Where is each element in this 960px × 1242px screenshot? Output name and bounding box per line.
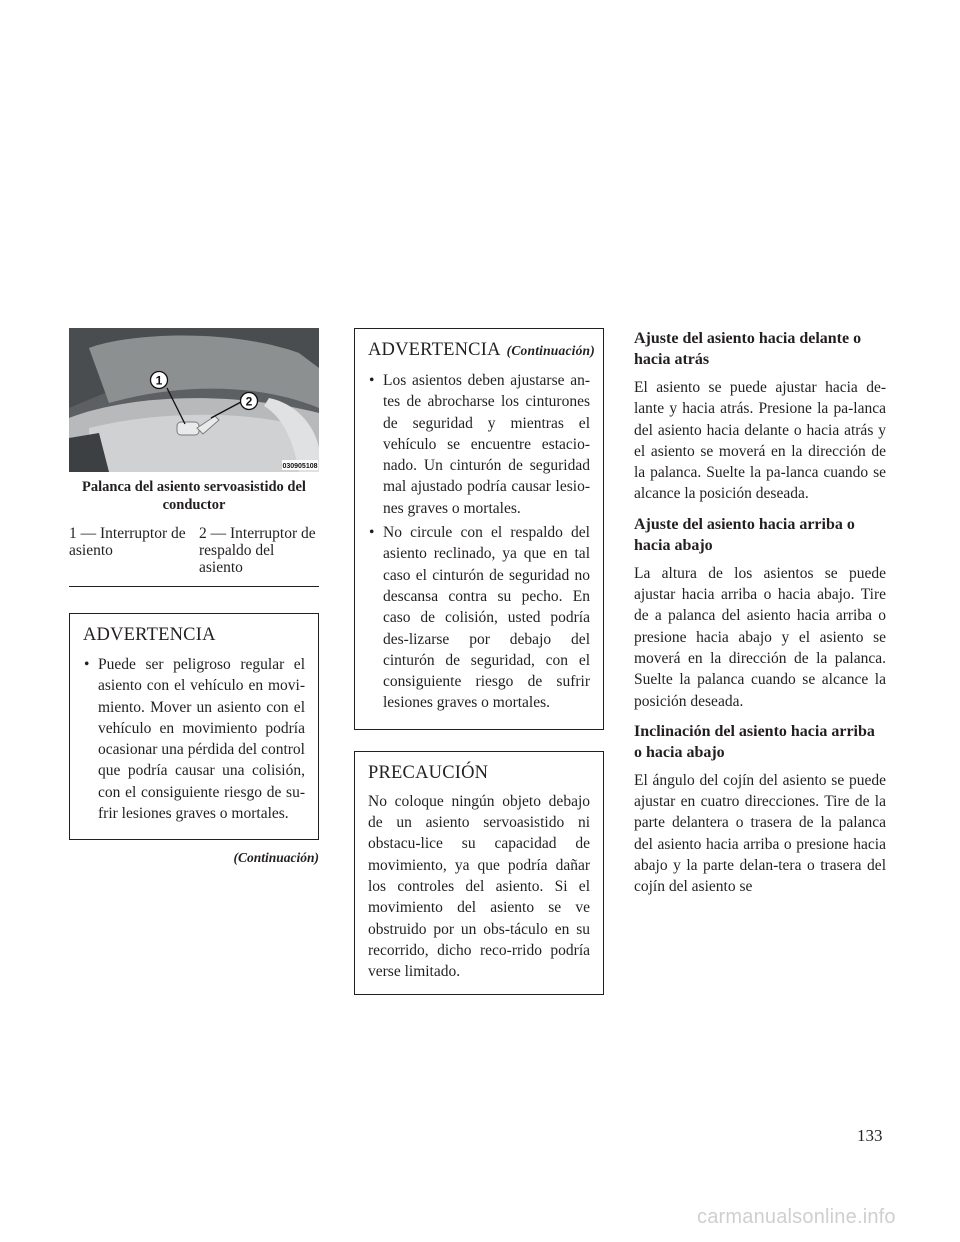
section-body: El ángulo del cojín del asiento se puede ajustar en cuatro direcciones. Tire de la parte delantera o trasera de la palanca del asiento hacia arriba o presione hacia abajo y la parte delan-tera o trasera del cojín del asiento se: [634, 771, 886, 896]
warning-list: [83, 654, 305, 824]
continued-label: (Continuación): [233, 850, 319, 866]
legend-item-1: 1 — Interruptor de asiento: [69, 525, 186, 559]
warning-title: ADVERTENCIA: [83, 625, 216, 645]
warning-list: [368, 370, 590, 714]
warning-item: • Los asientos deben ajustarse an-tes de abrocharse los cinturones de seguridad y mientras el vehículo se encuentre estacio-nado. Un cinturón de seguridad mal ajustado podría causar lesio-nes graves o mortales.: [368, 370, 590, 519]
warning-item: • Puede ser peligroso regular el asiento con el vehículo en movi-miento. Mover un asiento con el vehículo en movimiento podría ocasionar una pérdida del control que podría causar una colisión, con el consiguiente riesgo de su-frir lesiones graves o mortales.: [83, 654, 305, 824]
callout-2-label: 2: [245, 394, 253, 409]
warning-continued-box: [354, 328, 604, 730]
right-column: [634, 328, 886, 907]
warning-continued-title: [368, 339, 595, 362]
page-number: 133: [857, 1126, 883, 1145]
section-body: El asiento se puede ajustar hacia de-lante y hacia atrás. Presione la pa-lanca del asiento hacia delante o hacia atrás y el asiento se moverá en la dirección de la palanca. Suelte la pa-lanca cuando se alcance la posición deseada.: [634, 379, 886, 503]
middle-column: [354, 328, 604, 995]
section-heading: Ajuste del asiento hacia arriba o hacia abajo: [634, 515, 855, 554]
figure-legend: [69, 525, 319, 587]
continued-tag: (Continuación): [506, 343, 595, 358]
warning-item: • No circule con el respaldo del asiento reclinado, ya que en tal caso el cinturón de seguridad no descansa contra su pecho. En caso de colisión, usted podría des-lizarse por debajo del cinturón de seguridad, con el consiguiente riesgo de sufrir lesiones graves o mortales.: [368, 522, 590, 714]
caution-box: [354, 751, 604, 996]
seat-lever-photo: [69, 328, 319, 472]
caution-title: PRECAUCIÓN: [368, 762, 489, 783]
image-code: 030905108: [282, 463, 318, 470]
section-heading: Inclinación del asiento hacia arriba o hacia abajo: [634, 722, 875, 761]
warning-box: [69, 613, 319, 840]
legend-item-2: 2 — Interruptor de respaldo del asiento: [199, 525, 316, 576]
watermark: carmanualsonline.info: [697, 1206, 896, 1228]
warning-title: ADVERTENCIA: [368, 340, 501, 360]
callout-1-label: 1: [155, 373, 163, 388]
section-heading: Ajuste del asiento hacia delante o hacia atrás: [634, 330, 862, 368]
caution-text: No coloque ningún objeto debajo de un asiento servoasistido ni obstacu-lice su capacidad de movimiento, ya que podría dañar los controles del asiento. Si el movimiento del asiento se ve obstruido por un obs-táculo en su recorrido, dicho reco-rrido podría verse limitado.: [368, 792, 590, 981]
seat-illustration: [69, 328, 319, 472]
left-column: [69, 328, 319, 866]
section-body: La altura de los asientos se puede ajustar hacia arriba o hacia abajo. Tire de a palanca del asiento hacia arriba o presione hacia abajo y el asiento se moverá en la dirección de la palanca. Suelte la palanca cuando se alcance la posición deseada.: [634, 564, 886, 710]
figure-caption: Palanca del asiento servoasistido del conductor: [82, 479, 306, 513]
